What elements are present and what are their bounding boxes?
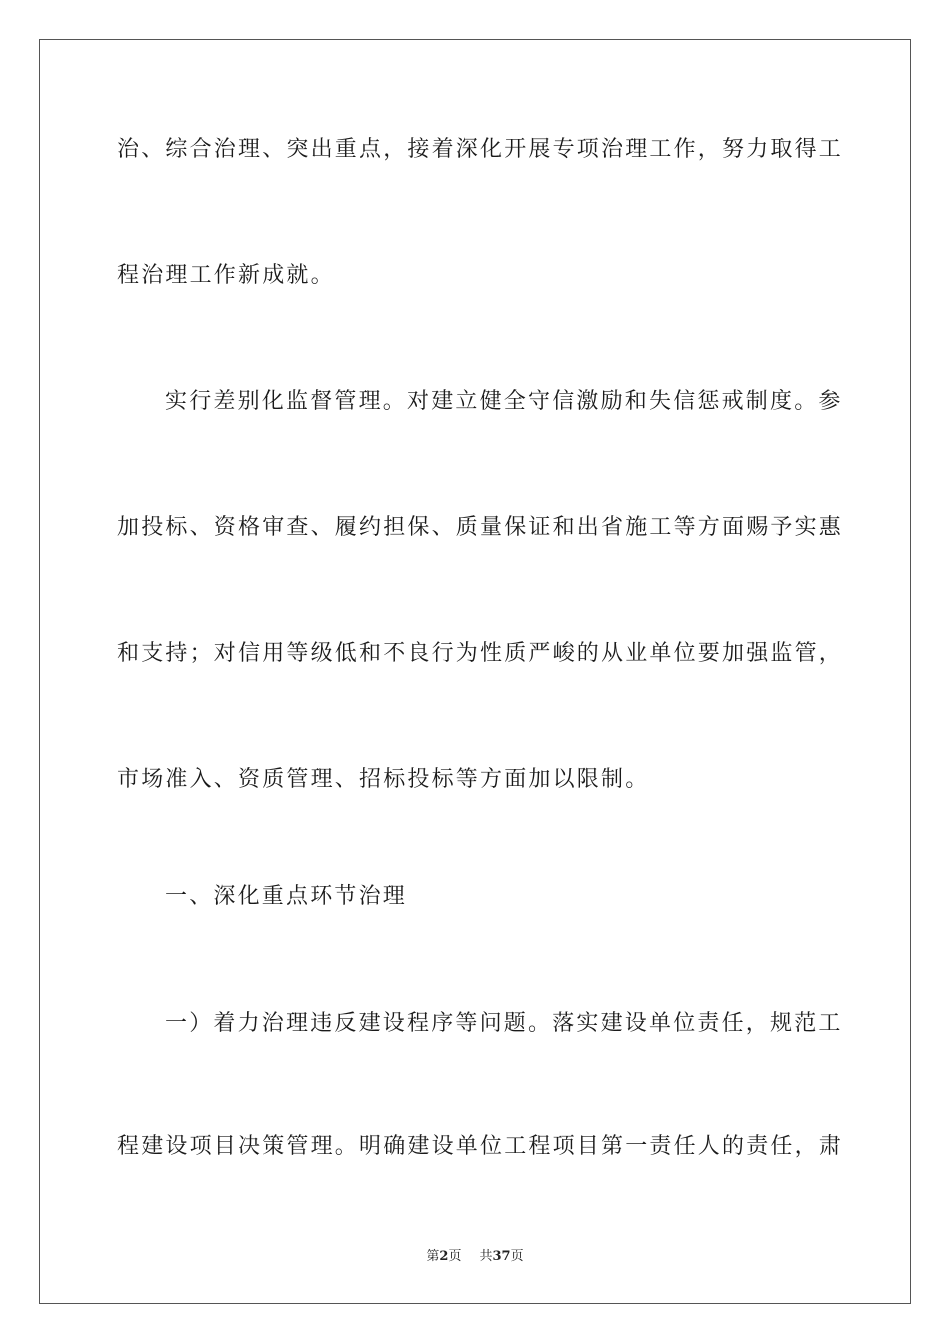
body-text-line: 一）着力治理违反建设程序等问题。落实建设单位责任，规范工 <box>165 1011 843 1036</box>
footer-page-number: 2 <box>439 1249 449 1264</box>
section-heading: 一、深化重点环节治理 <box>165 884 408 909</box>
body-text-line: 加投标、资格审查、履约担保、质量保证和出省施工等方面赐予实惠 <box>117 515 844 540</box>
body-text-line: 治、综合治理、突出重点，接着深化开展专项治理工作，努力取得工 <box>117 137 844 162</box>
body-text-line: 和支持；对信用等级低和不良行为性质严峻的从业单位要加强监管， <box>117 641 844 666</box>
body-text-line: 实行差别化监督管理。对建立健全守信激励和失信惩戒制度。参 <box>165 389 843 414</box>
body-text-line: 市场准入、资质管理、招标投标等方面加以限制。 <box>117 767 650 792</box>
footer-page-suffix: 页 <box>448 1249 462 1264</box>
body-text-line: 程治理工作新成就。 <box>117 263 335 288</box>
footer-total-suffix: 页 <box>510 1249 524 1264</box>
footer-total-pages: 37 <box>492 1249 511 1264</box>
body-text-line: 程建设项目决策管理。明确建设单位工程项目第一责任人的责任，肃 <box>117 1134 844 1159</box>
footer-total-prefix: 共 <box>479 1249 493 1264</box>
page-footer <box>0 1248 950 1266</box>
page-border <box>39 39 911 1304</box>
footer-page-prefix: 第 <box>426 1249 440 1264</box>
